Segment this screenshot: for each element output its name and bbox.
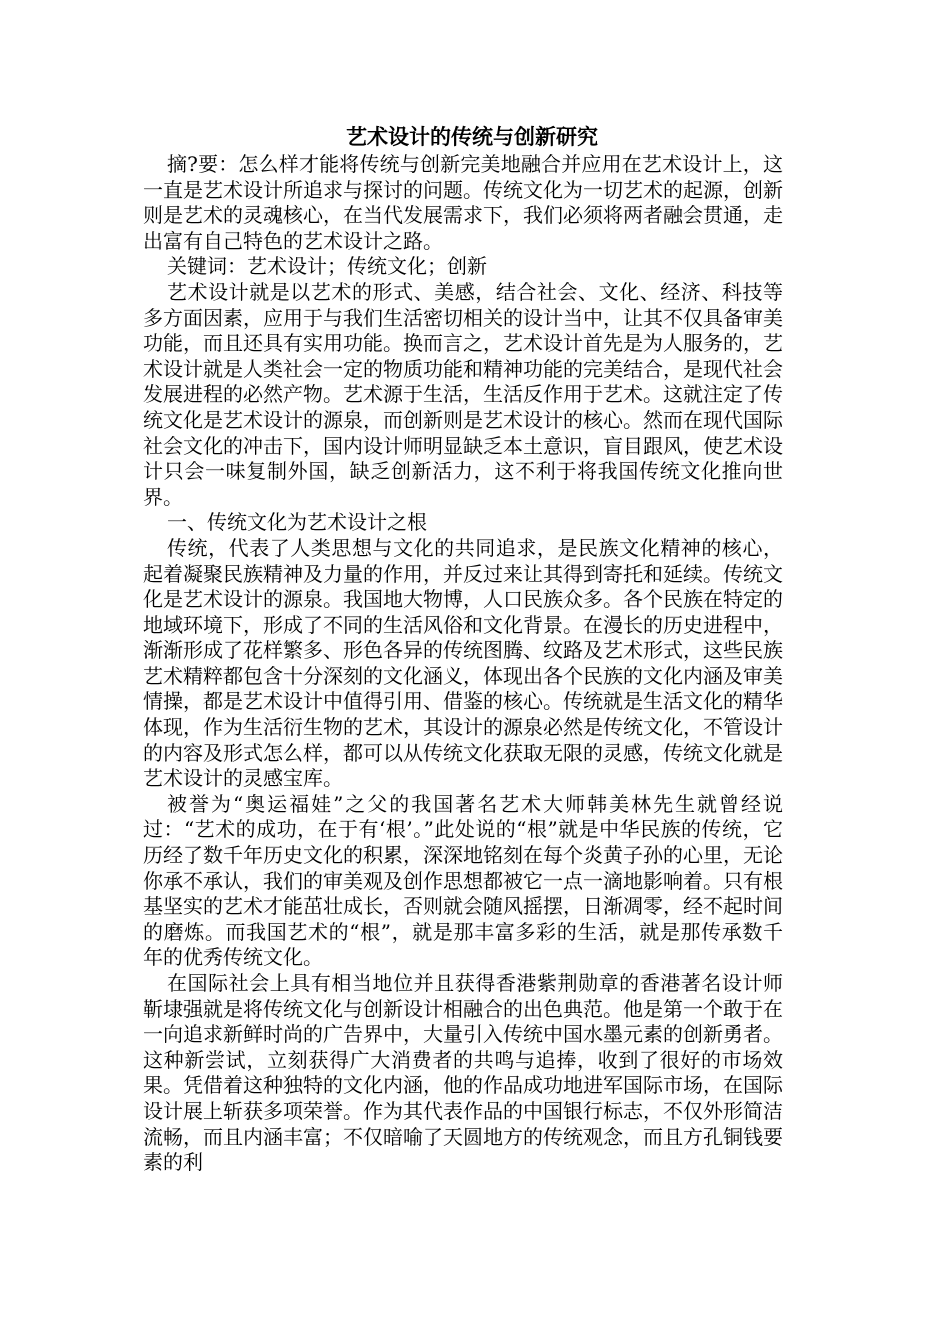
keywords-paragraph: 关键词：艺术设计；传统文化；创新 — [167, 254, 487, 279]
body-paragraph: 被誉为“奥运福娃”之父的我国著名艺术大师韩美林先生就曾经说过：“艺术的成功，在于有‘根’。”此处说的“根”就是中华民族的传统，它历经了数千年历史文化的积累，深深地铭刻在每个炎黄子孙的心里，无论你承不承认，我们的审美观及创作思想都被它一点一滴地影响着。只有根基坚实的艺术才能茁壮成长，否则就会随风摇摆，日渐凋零，经不起时间的磨炼。而我国艺术的“根”，就是那丰富多彩的生活，就是那传承数千年的优秀传统文化。 — [143, 791, 783, 970]
intro-paragraph: 艺术设计就是以艺术的形式、美感，结合社会、文化、经济、科技等多方面因素，应用于与我们生活密切相关的设计当中，让其不仅具备审美功能，而且还具有实用功能。换而言之，艺术设计首先是为人服务的，艺术设计就是人类社会一定的物质功能和精神功能的完美结合，是现代社会发展进程的必然产物。艺术源于生活，生活反作用于艺术。这就注定了传统文化是艺术设计的源泉，而创新则是艺术设计的核心。然而在现代国际社会文化的冲击下，国内设计师明显缺乏本土意识，盲目跟风，使艺术设计只会一味复制外国，缺乏创新活力，这不利于将我国传统文化推向世界。 — [143, 279, 783, 509]
document-title: 艺术设计的传统与创新研究 — [346, 124, 598, 149]
document-page — [143, 122, 783, 1176]
section-heading: 一、传统文化为艺术设计之根 — [167, 510, 427, 535]
body-paragraph: 在国际社会上具有相当地位并且获得香港紫荆勋章的香港著名设计师靳埭强就是将传统文化与创新设计相融合的出色典范。他是第一个敢于在一向追求新鲜时尚的广告界中，大量引入传统中国水墨元素的创新勇者。这种新尝试，立刻获得广大消费者的共鸣与追捧，收到了很好的市场效果。凭借着这种独特的文化内涵，他的作品成功地进军国际市场，在国际设计展上斩获多项荣誉。作为其代表作品的中国银行标志，不仅外形简洁流畅，而且内涵丰富；不仅暗喻了天圆地方的传统观念，而且方孔铜钱要素的利 — [143, 971, 783, 1175]
abstract-paragraph: 摘?要：怎么样才能将传统与创新完美地融合并应用在艺术设计上，这一直是艺术设计所追求与探讨的问题。传统文化为一切艺术的起源，创新则是艺术的灵魂核心，在当代发展需求下，我们必须将两者融会贯通，走出富有自己特色的艺术设计之路。 — [143, 152, 783, 253]
body-paragraph: 传统，代表了人类思想与文化的共同追求，是民族文化精神的核心，起着凝聚民族精神及力量的作用，并反过来让其得到寄托和延续。传统文化是艺术设计的源泉。我国地大物博，人口民族众多。各个民族在特定的地域环境下，形成了不同的生活风俗和文化背景。在漫长的历史进程中，渐渐形成了花样繁多、形色各异的传统图腾、纹路及艺术形式，这些民族艺术精粹都包含十分深刻的文化涵义，体现出各个民族的文化内涵及审美情操，都是艺术设计中值得引用、借鉴的核心。传统就是生活文化的精华体现，作为生活衍生物的艺术，其设计的源泉必然是传统文化，不管设计的内容及形式怎么样，都可以从传统文化获取无限的灵感，传统文化就是艺术设计的灵感宝库。 — [143, 535, 783, 791]
